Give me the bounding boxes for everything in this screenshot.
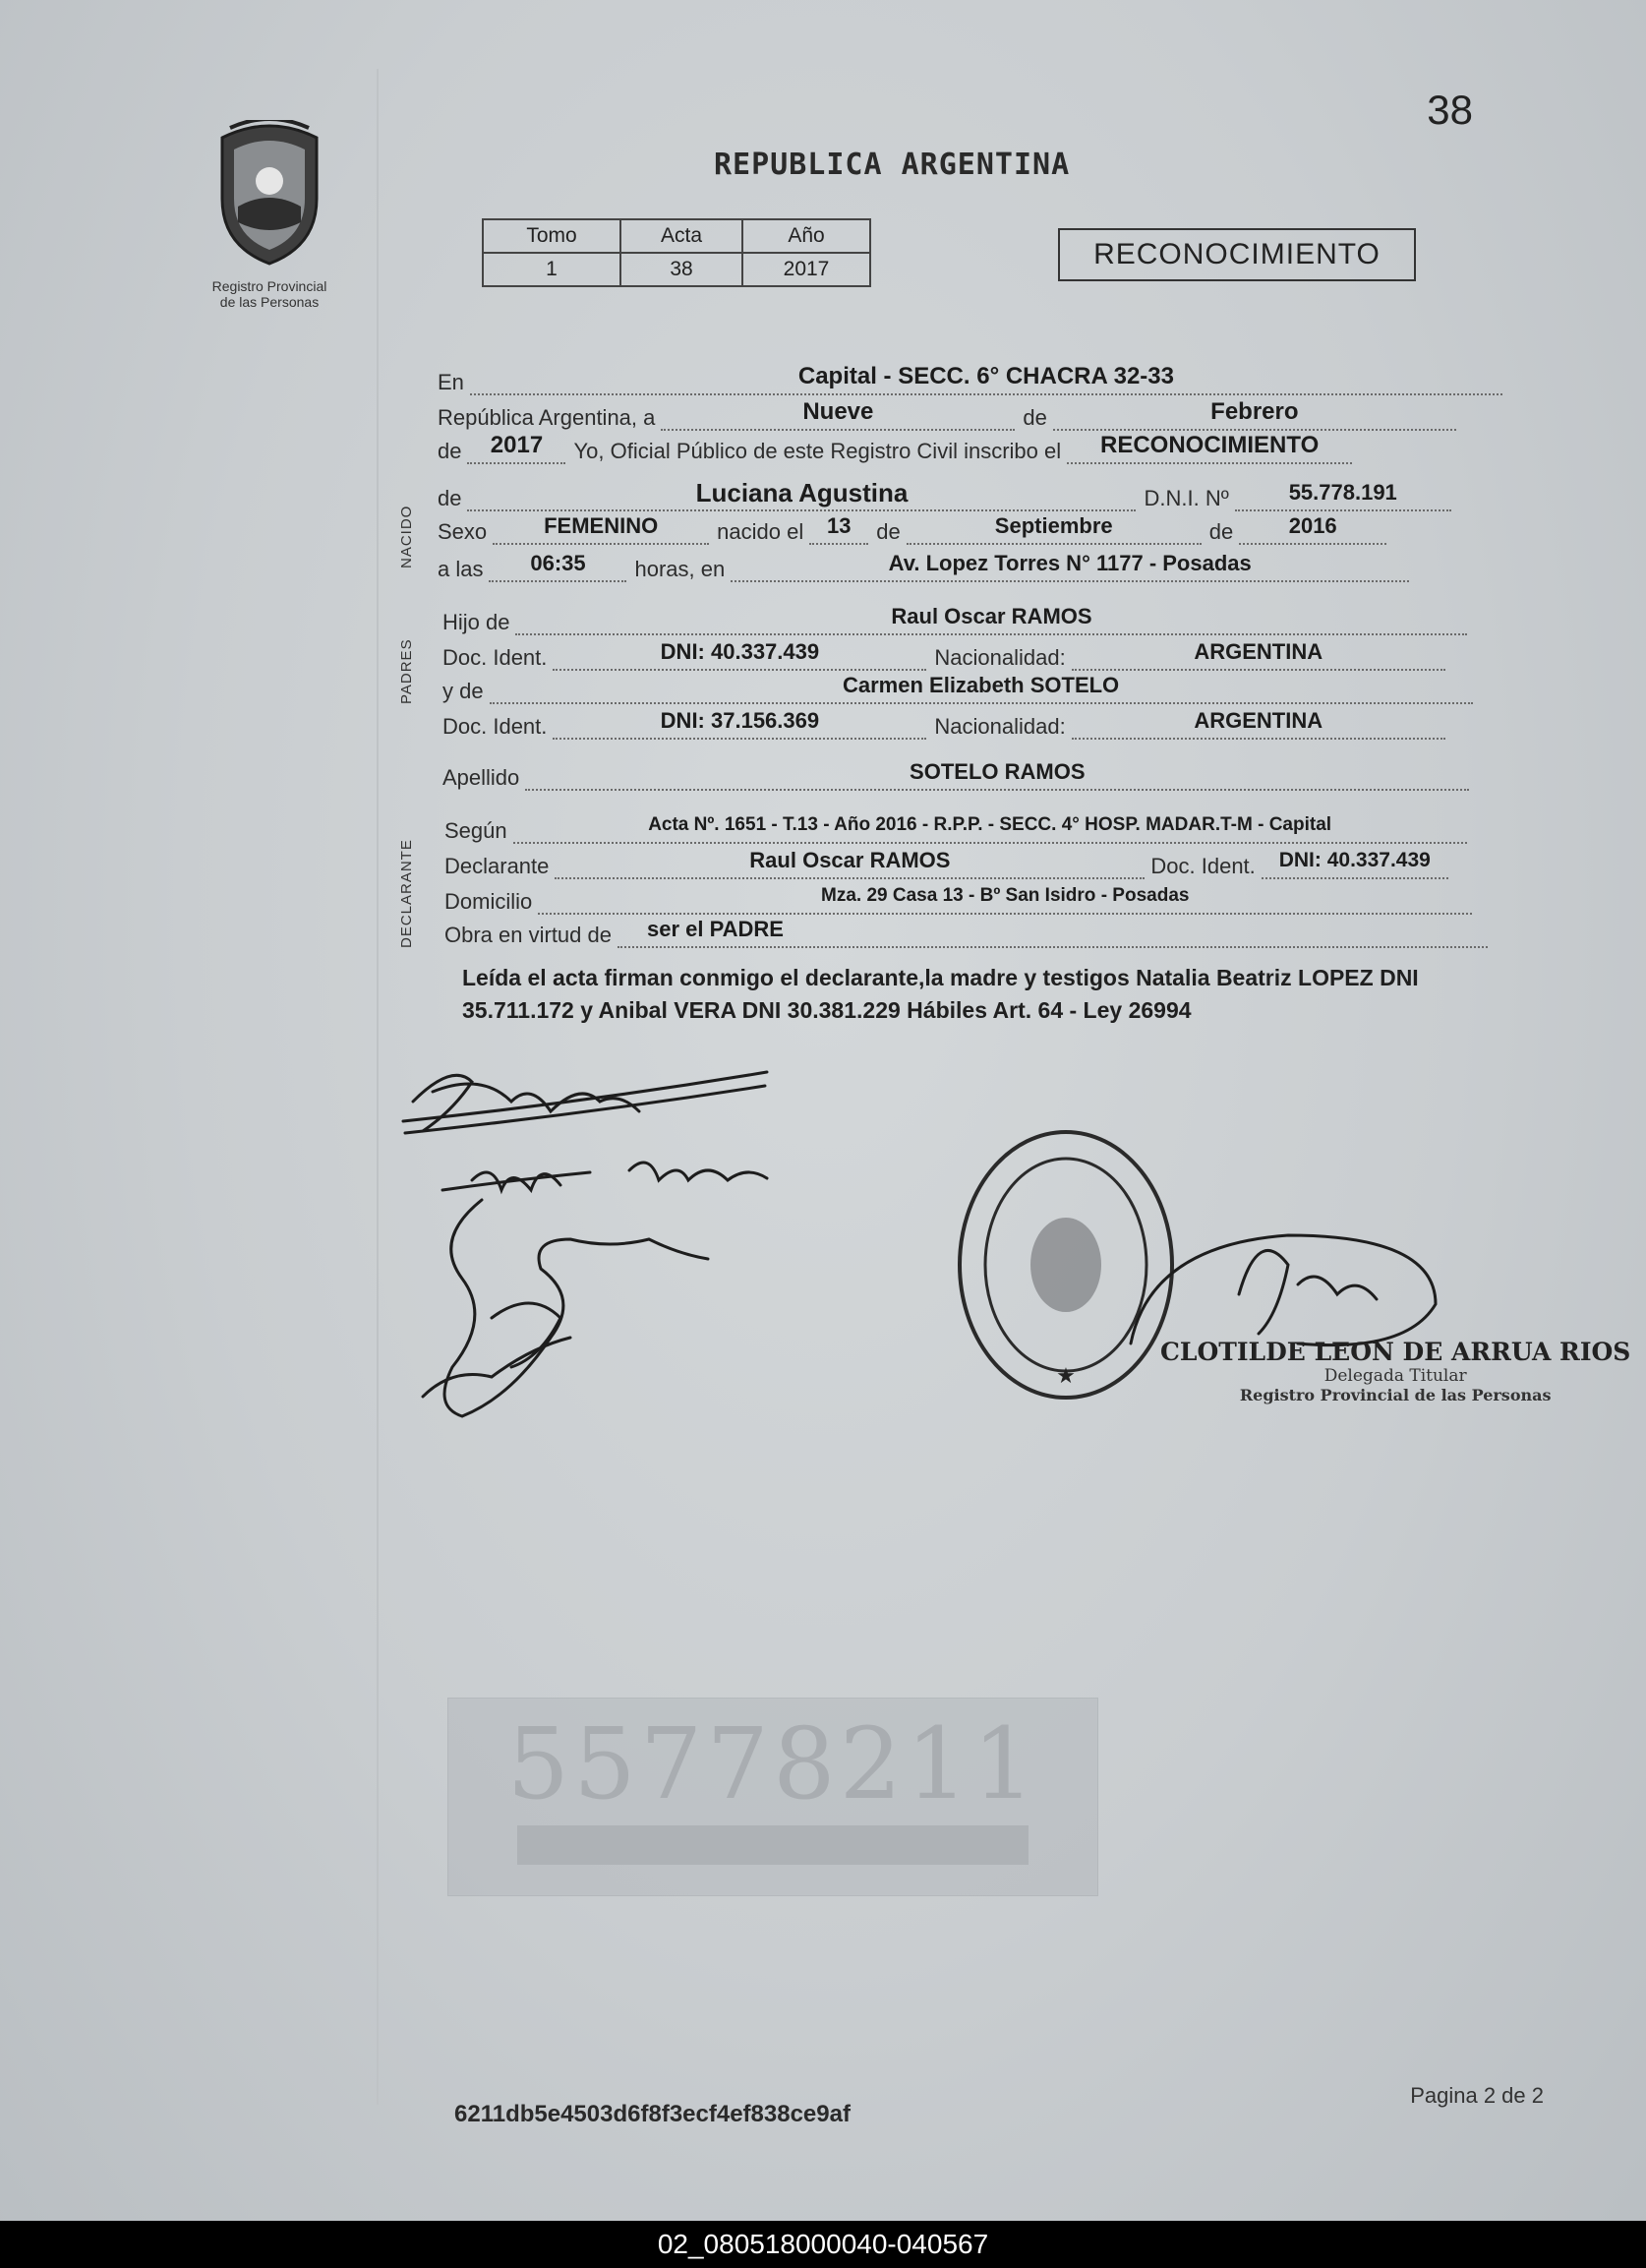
domicilio-label: Domicilio [444,889,533,914]
side-label-padres: PADRES [398,638,415,704]
en-label: En [438,370,464,394]
record-table [482,218,871,287]
child-dni-value: 55.778.191 [1235,480,1451,511]
month-value: Febrero [1053,399,1456,431]
father-nationality-value: ARGENTINA [1072,639,1445,671]
place-value: Capital - SECC. 6° CHACRA 32-33 [470,364,1502,395]
surname-value: SOTELO RAMOS [525,759,1469,791]
row-birth-time [438,551,1409,582]
de-label: de [1023,405,1047,430]
hijo-label: Hijo de [442,610,510,634]
mother-name-value: Carmen Elizabeth SOTELO [490,673,1473,704]
official-signature-block [1160,1338,1630,1404]
row-father [442,604,1467,635]
father-doc-label: Doc. Ident. [442,645,548,670]
row-child-name [438,480,1451,511]
father-signature-icon [403,1072,767,1133]
birth-day-value: 13 [809,513,868,545]
father-doc-value: DNI: 40.337.439 [553,639,926,671]
row-obra [444,917,1488,948]
day-value: Nueve [661,399,1015,431]
official-text: Yo, Oficial Público de este Registro Civil inscribo el [573,439,1062,463]
watermark-bar [517,1825,1029,1865]
scan-id-footer: 02_080518000040-040567 [0,2221,1646,2268]
document-title: REPUBLICA ARGENTINA [714,148,1071,182]
mother-doc-label: Doc. Ident. [442,714,548,739]
republica-label: República Argentina, a [438,405,656,430]
alas-label: a las [438,557,484,581]
segun-label: Según [444,818,507,843]
svg-text:★: ★ [1056,1363,1076,1388]
inscription-value: RECONOCIMIENTO [1067,433,1352,464]
mother-doc-value: DNI: 37.156.369 [553,708,926,740]
obra-value: ser el PADRE [617,917,1488,948]
row-address [444,883,1472,915]
declarant-doc-label: Doc. Ident. [1150,854,1256,878]
coat-of-arms-icon [201,120,338,268]
logo-caption-line2: de las Personas [219,294,320,310]
row-year [438,433,1352,464]
signatures-drawing [393,1043,806,1456]
faded-watermark [447,1698,1098,1896]
birth-de-label: de [876,519,901,544]
sexo-label: Sexo [438,519,488,544]
side-label-declarante: DECLARANTE [398,839,415,948]
table-header-ano: Año [742,219,870,253]
birth-place-value: Av. Lopez Torres N° 1177 - Posadas [731,551,1409,582]
child-de-label: de [438,486,462,510]
birth-time-value: 06:35 [489,551,626,582]
table-value-tomo: 1 [483,253,620,286]
row-surname [442,759,1469,791]
table-value-acta: 38 [620,253,742,286]
horas-label: horas, en [634,557,726,581]
official-registry: Registro Provincial de las Personas [1239,1386,1552,1404]
row-mother-doc [442,708,1445,740]
year-value: 2017 [467,433,565,464]
mother-nationality-value: ARGENTINA [1072,708,1445,740]
official-name: CLOTILDE LEON DE ARRUA RIOS [1160,1338,1631,1366]
row-republica [438,399,1456,431]
row-declarant [444,848,1448,879]
coat-of-arms-logo [185,120,354,310]
father-nac-label: Nacionalidad: [934,645,1066,670]
de-year-label: de [438,439,462,463]
table-header-tomo: Tomo [483,219,620,253]
row-father-doc [442,639,1445,671]
logo-caption-line1: Registro Provincial [211,278,327,294]
row-segun [444,812,1467,844]
table-value-ano: 2017 [742,253,870,286]
row-sex [438,513,1386,545]
apellido-label: Apellido [442,765,520,790]
dni-label: D.N.I. Nº [1144,486,1229,510]
declarant-doc-value: DNI: 40.337.439 [1262,848,1448,879]
page-indicator: Pagina 2 de 2 [1410,2083,1544,2108]
declarante-label: Declarante [444,854,550,878]
side-label-nacido: NACIDO [398,505,415,568]
table-header-acta: Acta [620,219,742,253]
mother-nac-label: Nacionalidad: [934,714,1066,739]
mother-signature-icon [442,1163,767,1190]
row-en [438,364,1502,395]
birth-year-value: 2016 [1239,513,1386,545]
signing-note: Leída el acta firman conmigo el declarante,la madre y testigos Natalia Beatriz LOPEZ DNI 35.711.172 y Anibal VERA DNI 30.381.229 Hábiles Art. 64 - Ley 26994 [462,965,1419,1023]
witness-signature-icon [423,1200,708,1416]
nacido-label: nacido el [717,519,804,544]
birth-month-value: Septiembre [907,513,1202,545]
row-mother [442,673,1473,704]
child-name-value: Luciana Agustina [467,480,1136,511]
sex-value: FEMENINO [493,513,709,545]
obra-label: Obra en virtud de [444,923,612,947]
declarant-name-value: Raul Oscar RAMOS [555,848,1145,879]
record-type-box: RECONOCIMIENTO [1058,228,1416,281]
birth-de-label2: de [1208,519,1234,544]
page-number: 38 [1427,87,1473,133]
margin-line [377,69,379,2105]
segun-value: Acta Nº. 1651 - T.13 - Año 2016 - R.P.P. - SECC. 4° HOSP. MADAR.T-M - Capital [513,812,1467,844]
watermark-number: 55778211 [506,1706,1039,1821]
address-value: Mza. 29 Casa 13 - Bº San Isidro - Posadas [538,883,1472,915]
father-name-value: Raul Oscar RAMOS [515,604,1467,635]
official-role: Delegada Titular [1323,1366,1467,1386]
document-hash: 6211db5e4503d6f8f3ecf4ef838ce9af [454,2101,851,2127]
yde-label: y de [442,679,484,703]
